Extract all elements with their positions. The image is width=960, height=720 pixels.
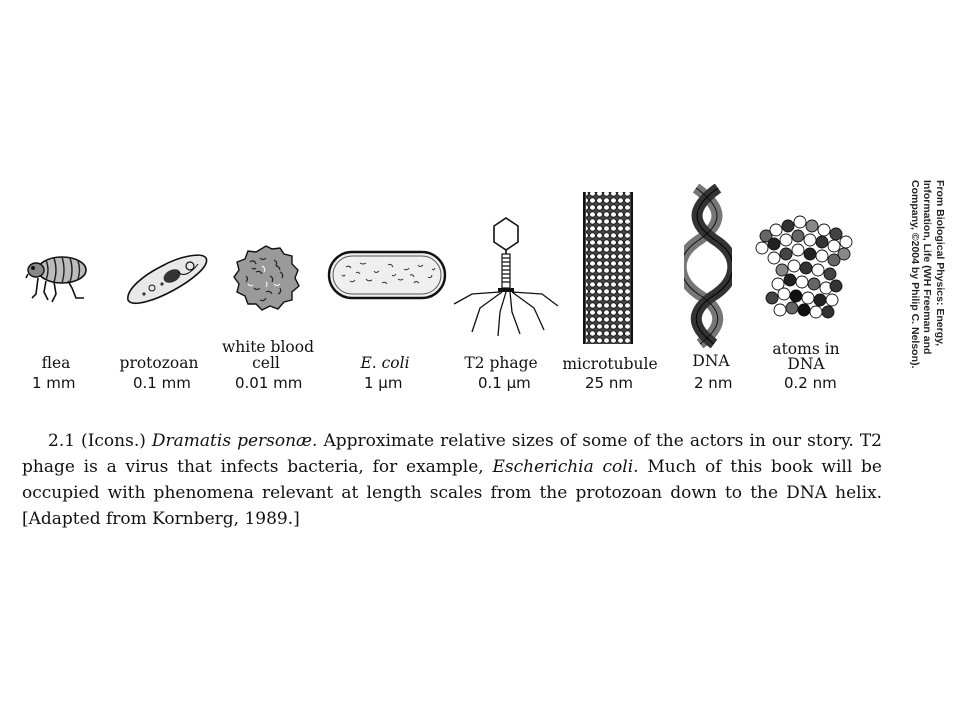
size-atoms-in-dna: 0.2 nm: [784, 374, 837, 392]
credit-line-2: Information, Life (WH Freeman and: [921, 180, 934, 355]
size-white-blood-cell: 0.01 mm: [235, 374, 303, 392]
e-coli-icon: [326, 249, 448, 301]
label-atoms-in-dna-line2: DNA: [787, 355, 825, 373]
caption-sentence-2: Much of this book will be occupied with phenomena relevant at length scales from the protozoan down to the DNA helix. [Adapted from Kornberg, 1989.]: [22, 457, 882, 529]
label-white-blood-cell-line2: cell: [252, 354, 280, 372]
caption-species: Escherichia coli.: [492, 457, 639, 477]
label-t2-phage: T2 phage: [464, 354, 538, 372]
dna-helix-icon: [684, 184, 732, 348]
label-e-coli: E. coli: [360, 354, 410, 372]
atoms-model-icon: [752, 214, 856, 324]
size-protozoan: 0.1 mm: [133, 374, 191, 392]
t2-phage-icon: [450, 214, 564, 338]
figure-caption: [22, 428, 882, 532]
size-t2-phage: 0.1 μm: [478, 374, 531, 392]
label-dna: DNA: [692, 352, 730, 370]
label-atoms-in-dna-line1: atoms in: [772, 340, 840, 358]
caption-title: Dramatis personæ.: [151, 431, 318, 451]
protozoan-icon: [122, 250, 210, 308]
caption-number: 2.1 (Icons.): [48, 431, 146, 451]
size-flea: 1 mm: [32, 374, 76, 392]
label-white-blood-cell-line1: white blood: [221, 338, 314, 356]
size-dna: 2 nm: [694, 374, 733, 392]
credit-line-3: Company, ©2004 by Philip C. Nelson).: [909, 180, 921, 369]
label-microtubule: microtubule: [562, 355, 658, 373]
white-blood-cell-icon: [230, 242, 302, 314]
label-flea: flea: [41, 354, 71, 372]
size-microtubule: 25 nm: [585, 374, 633, 392]
label-protozoan: protozoan: [119, 354, 199, 372]
flea-icon: [24, 248, 92, 304]
copyright-credit: [909, 180, 947, 420]
caption-sentence-1: Approximate relative sizes of some of the actors in our story. T2 phage is a virus that infects bacteria, for example,: [22, 431, 882, 477]
microtubule-icon: [582, 190, 634, 346]
size-e-coli: 1 μm: [364, 374, 403, 392]
credit-line-1: From Biological Physics: Energy,: [934, 180, 946, 347]
